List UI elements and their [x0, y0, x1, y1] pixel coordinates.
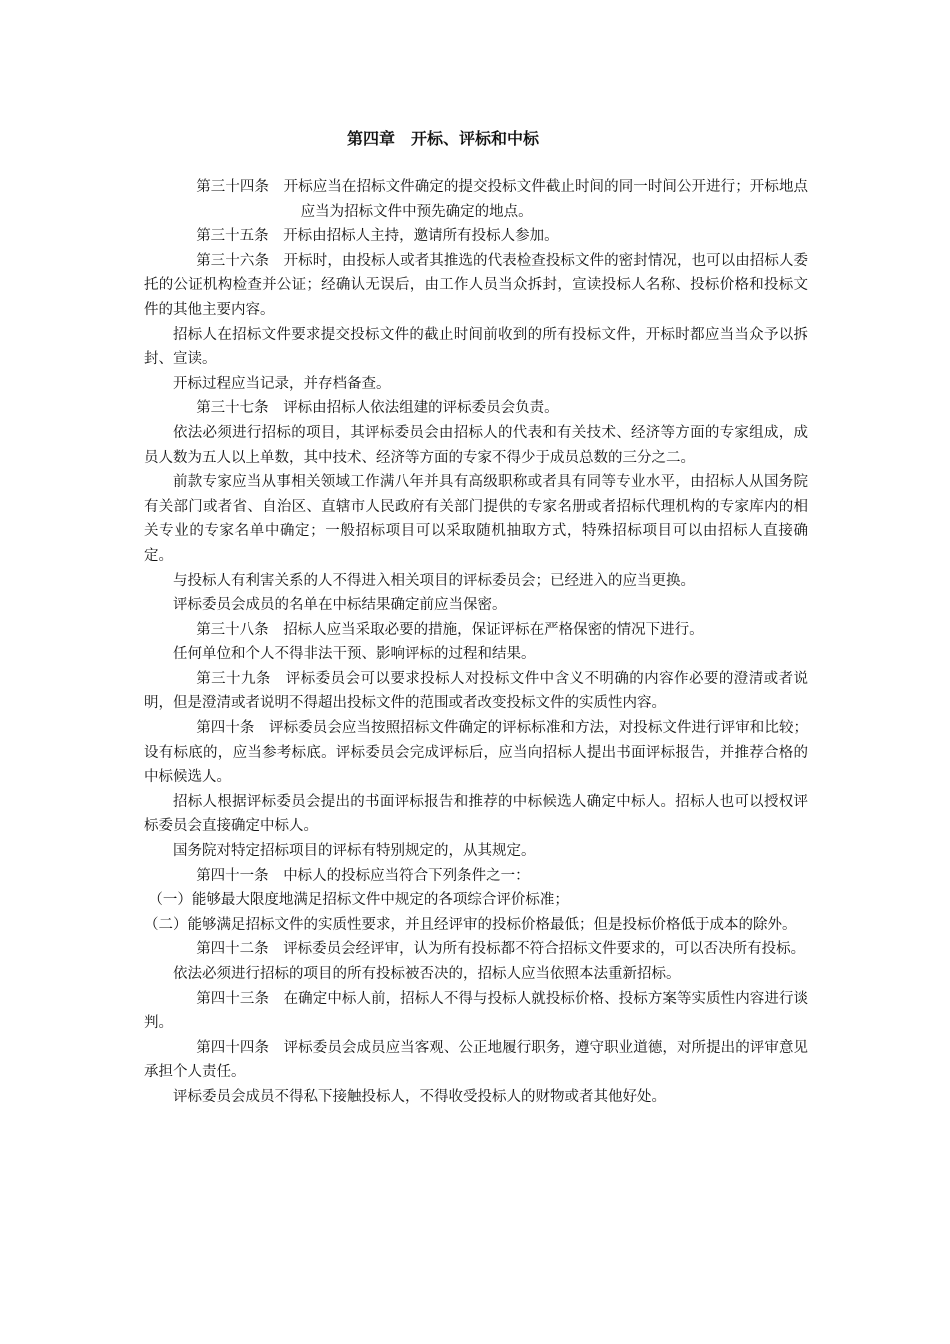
article-43: [144, 987, 808, 1036]
paragraph: 国务院对特定招标项目的评标有特别规定的，从其规定。: [173, 843, 536, 860]
article-42: [144, 937, 808, 962]
article-text: 招标人应当采取必要的措施，保证评标在严格保密的情况下进行。: [283, 621, 704, 638]
paragraph: 评标委员会成员不得私下接触投标人，不得收受投标人的财物或者其他好处。: [173, 1088, 666, 1105]
article-41: [144, 864, 808, 889]
article-text: 评标由招标人依法组建的评标委员会负责。: [283, 400, 559, 417]
article-text: 开标时，由投标人或者其推选的代表检查投标文件的密封情况，也可以由招标人委托的公证机构检查并公证；经确认无误后，由工作人员当众拆封，宣读投标人名称、投标价格和投标文件的其他主要内容。: [144, 252, 809, 318]
article-40: [144, 716, 808, 790]
list-item: （一）能够最大限度地满足招标文件中规定的各项综合评价标准；: [148, 892, 569, 909]
article-number: 第三十四条: [196, 179, 270, 195]
article-36: [144, 249, 808, 323]
article-number: 第三十八条: [196, 621, 269, 638]
paragraph: 评标委员会成员的名单在中标结果确定前应当保密。: [173, 597, 507, 614]
article-number: 第三十五条: [196, 228, 269, 245]
law-text-body: [144, 175, 808, 1110]
article-37: [144, 396, 808, 421]
article-number: 第三十九条: [196, 670, 271, 687]
article-text: 评标委员会应当按照招标文件确定的评标标准和方法，对投标文件进行评审和比较；设有标底的，应当参考标底。评标委员会完成评标后，应当向招标人提出书面评标报告，并推荐合格的中标候选人。: [144, 720, 809, 786]
paragraph: 依法必须进行招标的项目的所有投标被否决的，招标人应当依照本法重新招标。: [173, 966, 681, 982]
article-number: 第三十六条: [196, 252, 270, 269]
paragraph: 依法必须进行招标的项目，其评标委员会由招标人的代表和有关技术、经济等方面的专家组成，成员人数为五人以上单数，其中技术、经济等方面的专家不得少于成员总数的三分之二。: [144, 424, 808, 466]
article-44: [144, 1036, 808, 1085]
article-text: 评标委员会可以要求投标人对投标文件中含义不明确的内容作必要的澄清或者说明，但是澄清或者说明不得超出投标文件的范围或者改变投标文件的实质性内容。: [144, 670, 809, 712]
article-text: 在确定中标人前，招标人不得与投标人就投标价格、投标方案等实质性内容进行谈判。: [144, 990, 809, 1032]
article-38: [144, 618, 808, 643]
list-item: （二）能够满足招标文件的实质性要求，并且经评审的投标价格最低；但是投标价格低于成本的除外。: [144, 916, 797, 933]
article-number: 第四十四条: [196, 1039, 270, 1056]
article-35: [144, 224, 808, 249]
paragraph: 招标人在招标文件要求提交投标文件的截止时间前收到的所有投标文件，开标时都应当当众予以拆封、宣读。: [144, 326, 808, 368]
article-text: 评标委员会经评审，认为所有投标都不符合招标文件要求的，可以否决所有投标。: [283, 941, 806, 958]
article-number: 第四十二条: [196, 941, 269, 958]
article-34: [144, 175, 808, 224]
article-number: 第四十条: [196, 720, 255, 737]
paragraph: 前款专家应当从事相关领域工作满八年并具有高级职称或者具有同等专业水平，由招标人从国务院有关部门或者省、自治区、直辖市人民政府有关部门提供的专家名册或者招标代理机构的专家库内的相关专业的专家名单中确定；一般招标项目可以采取随机抽取方式，特殊招标项目可以由招标人直接确定。: [144, 474, 808, 564]
article-text: 开标应当在招标文件确定的提交投标文件截止时间的同一时间公开进行；开标地点应当为招标文件中预先确定的地点。: [283, 179, 809, 220]
article-text: 中标人的投标应当符合下列条件之一：: [283, 867, 530, 884]
paragraph: 与投标人有利害关系的人不得进入相关项目的评标委员会；已经进入的应当更换。: [173, 572, 695, 589]
article-text: 评标委员会成员应当客观、公正地履行职务，遵守职业道德，对所提出的评审意见承担个人责任。: [144, 1039, 809, 1081]
article-number: 第四十三条: [196, 990, 270, 1007]
article-number: 第四十一条: [196, 867, 269, 884]
article-39: [144, 667, 808, 716]
article-number: 第三十七条: [196, 400, 269, 417]
article-text: 开标由招标人主持，邀请所有投标人参加。: [283, 228, 559, 245]
paragraph: 招标人根据评标委员会提出的书面评标报告和推荐的中标候选人确定中标人。招标人也可以授权评标委员会直接确定中标人。: [144, 793, 808, 835]
chapter-title: 第四章 开标、评标和中标: [346, 129, 539, 148]
paragraph: 开标过程应当记录，并存档备查。: [173, 375, 391, 392]
paragraph: 任何单位和个人不得非法干预、影响评标的过程和结果。: [173, 646, 536, 663]
